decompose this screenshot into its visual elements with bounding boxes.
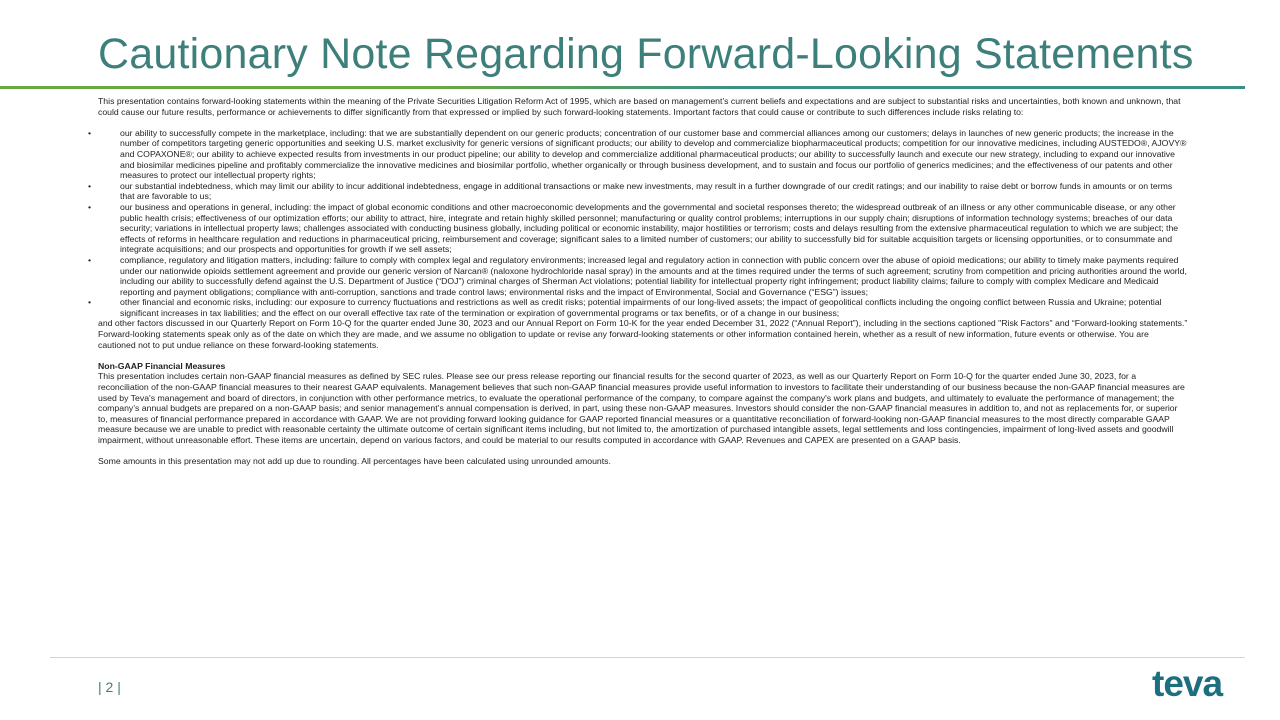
- risk-list: [88, 127, 1188, 319]
- teva-logo: [1150, 663, 1246, 703]
- title-divider: [0, 86, 1245, 89]
- bullet-text: our business and operations in general, including: the impact of global economic conditions and other macroeconomic developments and the governmental and societal responses thereto; the widespread outbreak of an illness or any other communicable disease, or any other public health crisis; effectiveness of our optimization efforts; our ability to attract, hire, integrate and retain highly skilled personnel; manufacturing or quality control problems; interruptions in our supply chain; disruptions of information technology systems; breaches of our data security; variations in intellectual property laws; challenges associated with conducting business globally, including political or economic instability, major hostilities or terrorism; costs and delays resulting from the extensive pharmaceutical regulation to which we are subject; the effects of reforms in healthcare regulation and reductions in pharmaceutical pricing, reimbursement and coverage; significant sales to a limited number of customers; our ability to successfully bid for suitable acquisition targets or licensing opportunities, or to consummate and integrate acquisitions; and our prospects and opportunities for growth if we sell assets;: [120, 201, 1179, 255]
- page-number: | 2 |: [98, 679, 121, 695]
- bullet-text: other financial and economic risks, including: our exposure to currency fluctuations and restrictions as well as credit risks; potential impairments of our long-lived assets; the impact of geopolitical conflicts including the ongoing conflict between Russia and Ukraine; potential significant increases in tax liabilities; and the effect on our overall effective tax rate of the termination or expiration of governmental programs or tax benefits, or of a change in our business;: [120, 297, 1162, 318]
- bullet-text: compliance, regulatory and litigation matters, including: failure to comply with complex legal and regulatory environments; increased legal and regulatory action in connection with public concern over the abuse of opioid medications; our ability to timely make payments required under our nationwide opioids settlement agreement and provide our generic version of Narcan® (naloxone hydrochloride nasal spray) in the amounts and at the times required under the terms of such agreement; scrutiny from competition and pricing authorities around the world, including our ability to successfully defend against the U.S. Department of Justice (“DOJ”) criminal charges of Sherman Act violations; potential liability for intellectual property right infringement; product liability claims; failure to comply with complex Medicare and Medicaid reporting and payment obligations; compliance with anti-corruption, sanctions and trade control laws; environmental risks and the impact of Environmental, Social and Governance (“ESG”) issues;: [120, 254, 1187, 297]
- list-item: [88, 201, 1188, 255]
- teva-logo-icon: [1150, 663, 1246, 703]
- bullet-marker: •: [88, 127, 92, 138]
- rounding-note: Some amounts in this presentation may not add up due to rounding. All percentages have been calculated using unrounded amounts.: [98, 456, 611, 467]
- bullet-marker: •: [88, 180, 92, 191]
- body-text: [88, 96, 1188, 467]
- intro-paragraph: This presentation contains forward-looking statements within the meaning of the Private Securities Litigation Reform Act of 1995, which are based on management’s current beliefs and expectations and are subject to substantial risks and uncertainties, both known and unknown, that could cause our future results, performance or achievements to differ significantly from that expressed or implied by such forward-looking statements. Important factors that could cause or contribute to such differences include risks relating to:: [98, 96, 1181, 117]
- bullet-marker: •: [88, 201, 92, 212]
- non-gaap-paragraph: This presentation includes certain non-GAAP financial measures as defined by SEC rules. Please see our press release reporting our financial results for the second quarter of 2023, as well as our Quarterly Report on Form 10-Q for the quarter ended June 30, 2023, for a reconciliation of the non-GAAP financial measures to their nearest GAAP equivalents. Management believes that such non-GAAP financial measures provide useful information to investors to facilitate their understanding of our business because the non-GAAP financial measures are used by Teva's management and board of directors, in conjunction with other performance metrics, to evaluate the operational performance of the company, to compare against the company's work plans and budgets, and ultimately to evaluate the performance of management; the company’s annual budgets are prepared on a non-GAAP basis; and senior management’s annual compensation is derived, in part, using these non-GAAP measures. Investors should consider the non-GAAP financial measures in addition to, and not as replacements for, or superior to, measures of financial performance prepared in accordance with GAAP. We are not providing forward looking guidance for GAAP reported financial measures or a quantitative reconciliation of forward-looking non-GAAP financial measures to the most directly comparable GAAP measure because we are unable to predict with reasonable certainty the ultimate outcome of certain significant items including, but not limited to, the amortization of purchased intangible assets, legal settlements and loss contingencies, impairment of long-lived assets and goodwill impairment, without unreasonable effort. These items are uncertain, depend on various factors, and could be material to our results computed in accordance with GAAP. Revenues and CAPEX are presented on a GAAP basis.: [98, 371, 1185, 445]
- bullet-marker: •: [88, 254, 92, 265]
- closing-paragraph: and other factors discussed in our Quarterly Report on Form 10-Q for the quarter ended June 30, 2023 and our Annual Report on Form 10-K for the year ended December 31, 2022 (“Annual Report”), including in the sections captioned "Risk Factors" and “Forward-looking statements.” Forward-looking statements speak only as of the date on which they are made, and we assume no obligation to update or revise any forward-looking statements or other information contained herein, whether as a result of new information, future events or otherwise. You are cautioned not to put undue reliance on these forward-looking statements.: [98, 318, 1188, 350]
- bullet-text: our ability to successfully compete in the marketplace, including: that we are substantially dependent on our generic products; concentration of our customer base and commercial alliances among our customers; delays in launches of new generic products; the increase in the number of competitors targeting generic opportunities and seeking U.S. market exclusivity for generic versions of significant products; our ability to develop and commercialize biopharmaceutical products; competition for our innovative medicines, including AUSTEDO®, AJOVY® and COPAXONE®; our ability to achieve expected results from investments in our product pipeline; our ability to develop and commercialize additional pharmaceutical products; our ability to successfully launch and execute our new strategy, including to expand our innovative and biosimilar medicines pipeline and profitably commercialize the innovative medicines and biosimilar portfolio, whether organically or through business development, and to sustain and focus our portfolio of generics medicines; and the effectiveness of our patents and other measures to protect our intellectual property rights;: [120, 127, 1187, 181]
- bullet-marker: •: [88, 297, 92, 308]
- list-item: [88, 254, 1188, 297]
- list-item: [88, 127, 1188, 181]
- logo-wordmark: teva: [1152, 663, 1223, 703]
- page-title: Cautionary Note Regarding Forward-Looking Statements: [98, 30, 1194, 78]
- list-item: [88, 180, 1188, 202]
- list-item: [88, 297, 1188, 318]
- bullet-text: our substantial indebtedness, which may limit our ability to incur additional indebtedness, engage in additional transactions or make new investments, may result in a further downgrade of our credit ratings; and our inability to raise debt or borrow funds in amounts or on terms that are favorable to us;: [120, 180, 1173, 202]
- non-gaap-heading: Non-GAAP Financial Measures: [98, 360, 226, 371]
- footer-divider: [50, 657, 1245, 658]
